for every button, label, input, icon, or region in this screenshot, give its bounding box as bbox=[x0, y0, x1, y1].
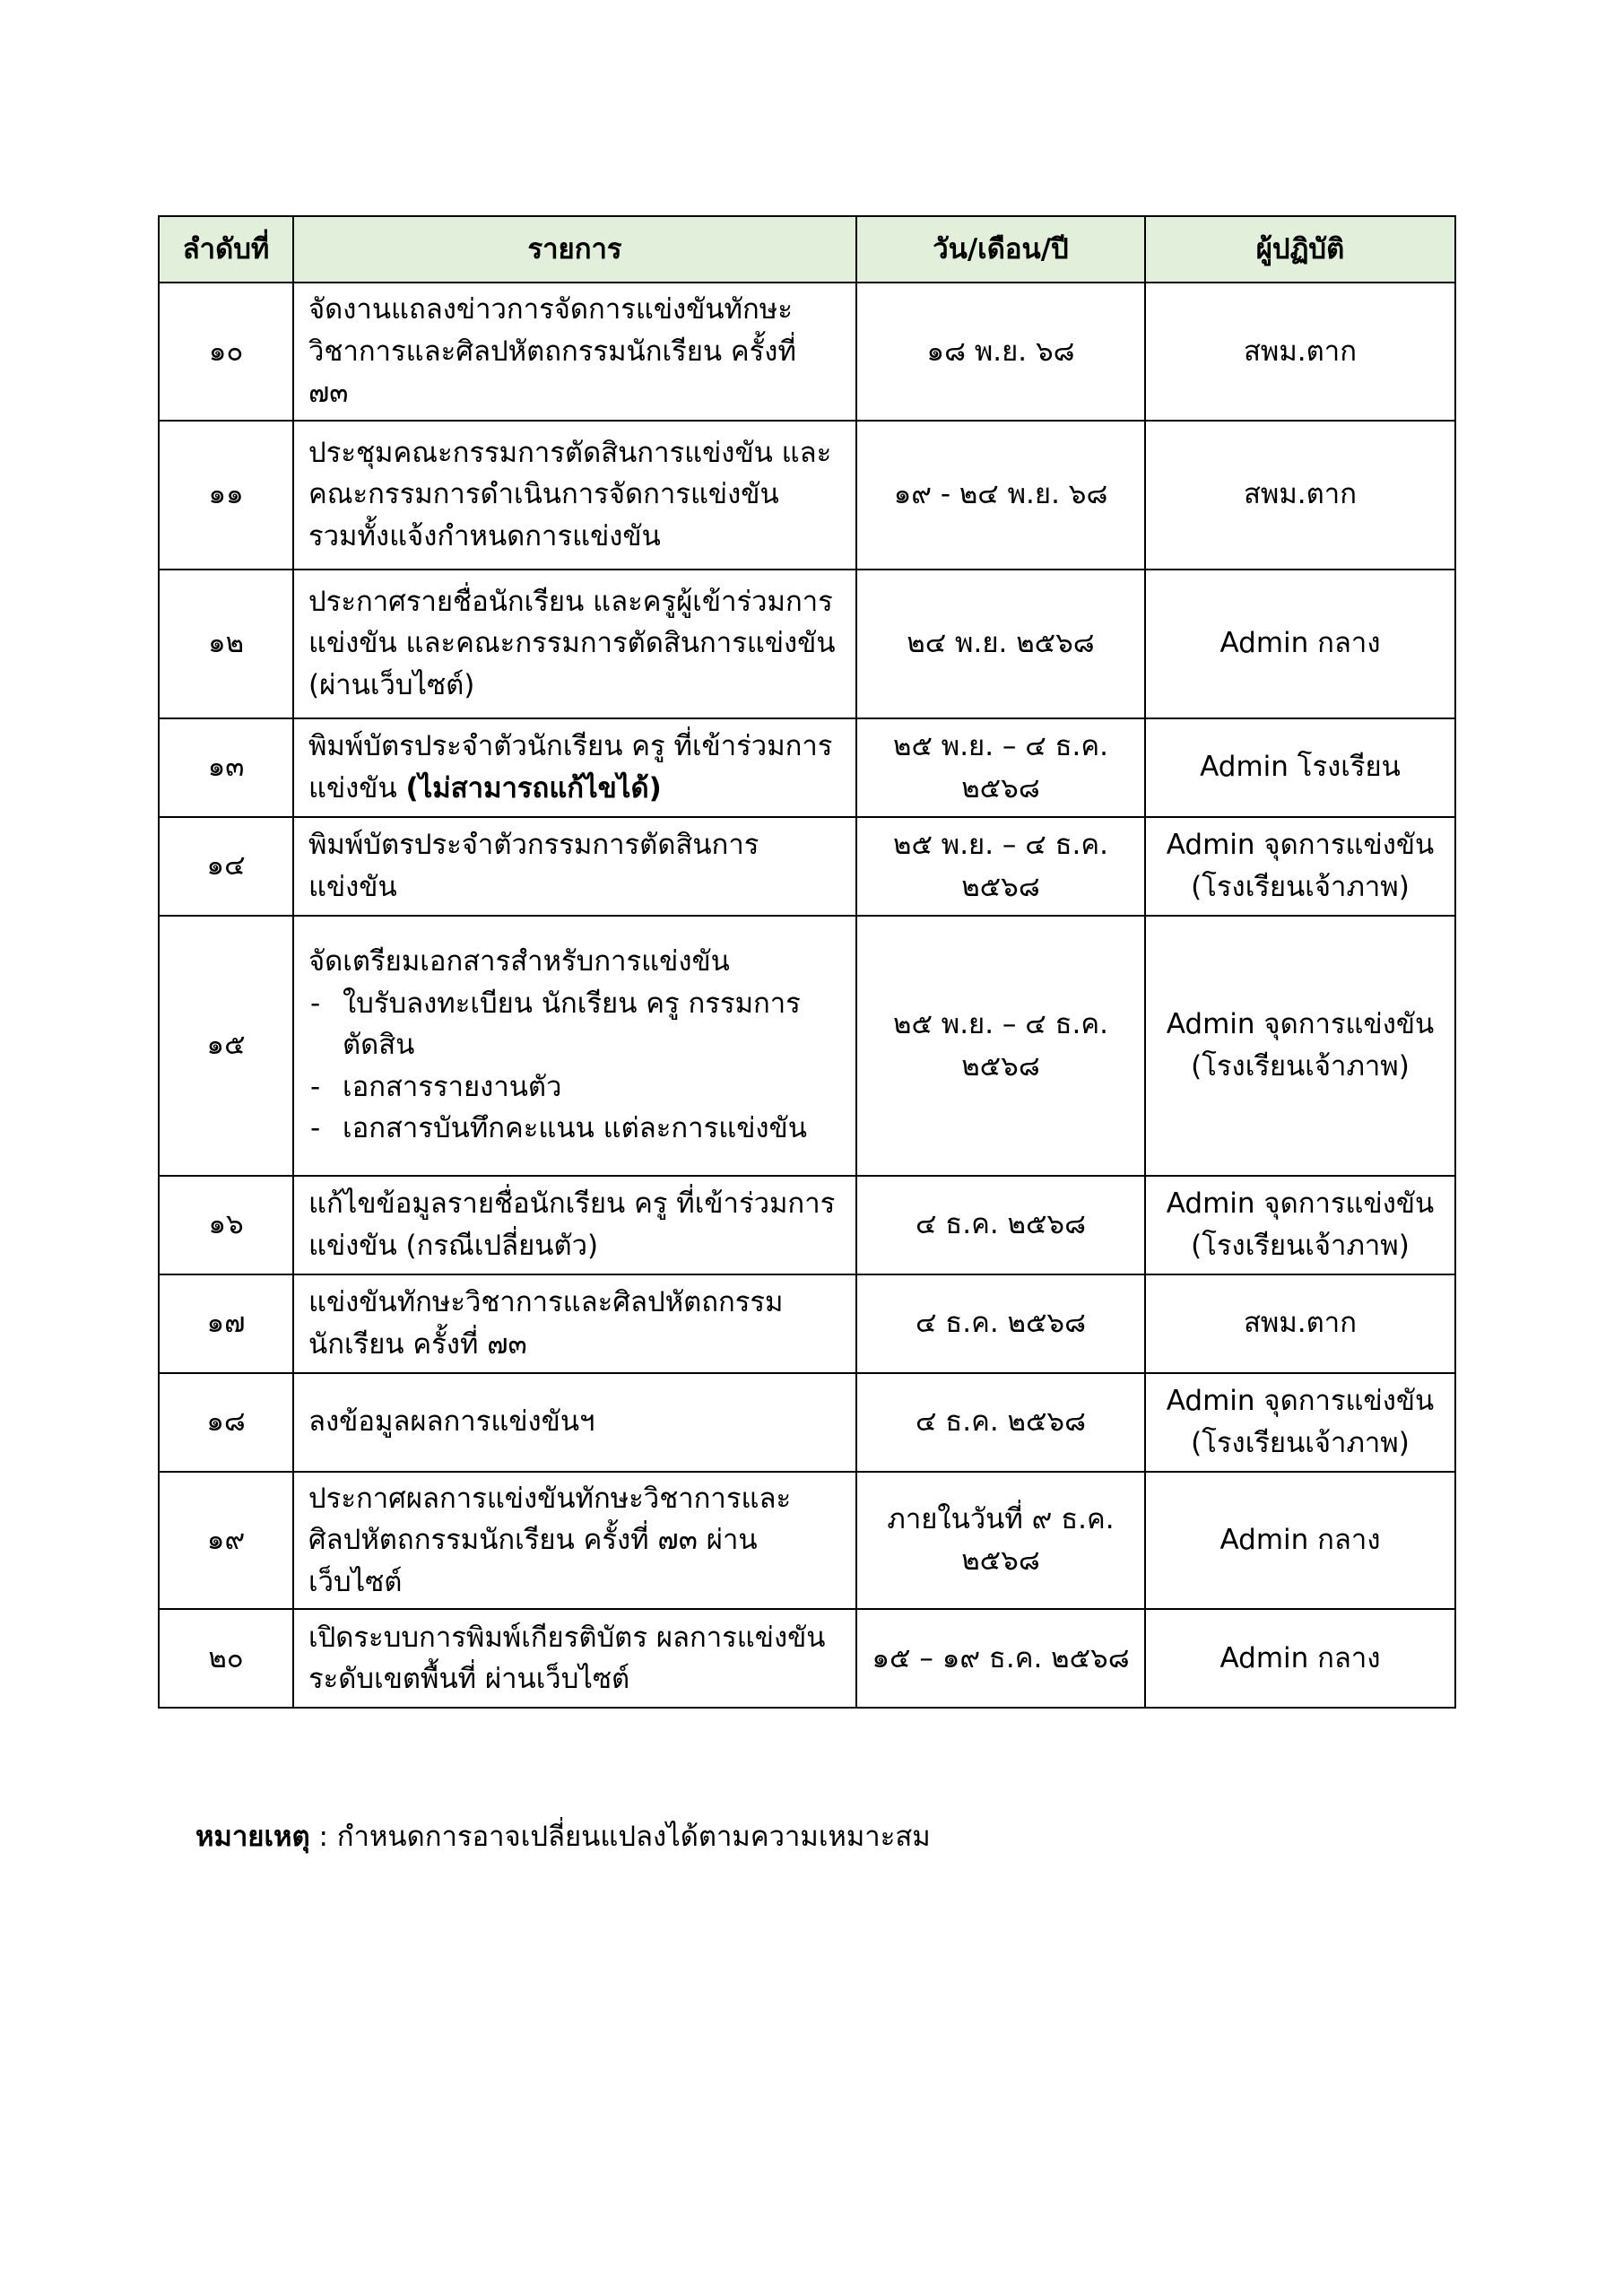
row-date bbox=[856, 1176, 1145, 1274]
date-line: ภายในวันที่ ๙ ธ.ค. bbox=[887, 1502, 1115, 1535]
item-line: พิมพ์บัตรประจำตัวนักเรียน ครู ที่เข้าร่วมการ bbox=[308, 730, 833, 762]
item-line: ประกาศรายชื่อนักเรียน และครูผู้เข้าร่วมการ bbox=[308, 585, 833, 618]
row-date bbox=[856, 283, 1145, 421]
header-date: วัน/เดือน/ปี bbox=[856, 216, 1145, 283]
table-row bbox=[159, 1274, 1455, 1373]
date-line: ๑๕ – ๑๙ ธ.ค. ๒๕๖๘ bbox=[872, 1641, 1130, 1674]
date-line: ๒๕ พ.ย. – ๔ ธ.ค. bbox=[893, 1008, 1108, 1040]
item-line: จัดเตรียมเอกสารสำหรับการแข่งขัน bbox=[308, 945, 730, 978]
row-item bbox=[293, 1176, 856, 1274]
item-line: ประชุมคณะกรรมการตัดสินการแข่งขัน และ bbox=[308, 436, 832, 469]
row-actor bbox=[1145, 817, 1455, 916]
row-actor bbox=[1145, 718, 1455, 817]
actor-line: Admin กลาง bbox=[1219, 1524, 1381, 1556]
actor-line: (โรงเรียนเจ้าภาพ) bbox=[1191, 870, 1410, 903]
item-line: เปิดระบบการพิมพ์เกียรติบัตร ผลการแข่งขัน bbox=[308, 1621, 826, 1654]
actor-line: Admin จุดการแข่งขัน bbox=[1166, 1187, 1435, 1220]
row-date bbox=[856, 570, 1145, 718]
date-line: ๑๙ - ๒๔ พ.ย. ๖๘ bbox=[893, 478, 1108, 511]
table-row bbox=[159, 1373, 1455, 1472]
row-date bbox=[856, 421, 1145, 570]
item-line: แข่งขัน (กรณีเปลี่ยนตัว) bbox=[308, 1229, 599, 1262]
schedule-table bbox=[158, 215, 1456, 1709]
row-item bbox=[293, 718, 856, 817]
row-number: ๑๓ bbox=[159, 718, 293, 817]
footnote-separator: : bbox=[309, 1821, 337, 1853]
table-row bbox=[159, 1176, 1455, 1274]
row-number: ๑๙ bbox=[159, 1472, 293, 1610]
row-number: ๑๘ bbox=[159, 1373, 293, 1472]
actor-line: (โรงเรียนเจ้าภาพ) bbox=[1191, 1049, 1410, 1083]
header-order: ลำดับที่ bbox=[159, 216, 293, 283]
row-actor bbox=[1145, 1274, 1455, 1373]
table-row bbox=[159, 283, 1455, 421]
row-number: ๑๐ bbox=[159, 283, 293, 421]
row-item bbox=[293, 570, 856, 718]
row-item bbox=[293, 1274, 856, 1373]
date-line: ๑๘ พ.ย. ๖๘ bbox=[926, 335, 1075, 368]
row-item bbox=[293, 421, 856, 570]
item-line: ประกาศผลการแข่งขันทักษะวิชาการและ bbox=[308, 1482, 792, 1515]
row-actor bbox=[1145, 570, 1455, 718]
actor-line: สพม.ตาก bbox=[1244, 1307, 1357, 1340]
item-bullet: - ใบรับลงทะเบียน นักเรียน ครู กรรมการ ตัดสิน bbox=[308, 983, 841, 1066]
row-item bbox=[293, 1609, 856, 1708]
actor-line: สพม.ตาก bbox=[1244, 478, 1357, 511]
date-line: ๒๕๖๘ bbox=[961, 1049, 1040, 1083]
row-item bbox=[293, 916, 856, 1176]
row-number: ๒๐ bbox=[159, 1609, 293, 1708]
actor-line: Admin จุดการแข่งขัน bbox=[1166, 1385, 1435, 1417]
row-date bbox=[856, 1373, 1145, 1472]
header-actor: ผู้ปฏิบัติ bbox=[1145, 216, 1455, 283]
row-item bbox=[293, 1472, 856, 1610]
row-number: ๑๑ bbox=[159, 421, 293, 570]
item-line: แข่งขันทักษะวิชาการและศิลปหัตถกรรม bbox=[308, 1286, 784, 1318]
row-actor bbox=[1145, 1472, 1455, 1610]
item-line: แข่งขัน และคณะกรรมการตัดสินการแข่งขัน bbox=[308, 627, 836, 660]
date-line: ๒๕๖๘ bbox=[961, 771, 1040, 804]
item-line: (ผ่านเว็บไซต์) bbox=[308, 668, 475, 701]
item-line: ศิลปหัตถกรรมนักเรียน ครั้งที่ ๗๓ ผ่านเว็บไซต์ bbox=[308, 1524, 758, 1598]
actor-line: (โรงเรียนเจ้าภาพ) bbox=[1191, 1426, 1410, 1459]
item-line: พิมพ์บัตรประจำตัวกรรมการตัดสินการแข่งขัน bbox=[308, 829, 759, 903]
actor-line: Admin โรงเรียน bbox=[1200, 751, 1401, 784]
row-date bbox=[856, 718, 1145, 817]
row-actor bbox=[1145, 916, 1455, 1176]
table-row bbox=[159, 817, 1455, 916]
row-number: ๑๔ bbox=[159, 817, 293, 916]
item-line: แก้ไขข้อมูลรายชื่อนักเรียน ครู ที่เข้าร่วมการ bbox=[308, 1187, 836, 1220]
item-bullet: - เอกสารบันทึกคะแนน แต่ละการแข่งขัน bbox=[308, 1108, 841, 1150]
item-text: แข่งขัน bbox=[308, 771, 406, 804]
row-date bbox=[856, 817, 1145, 916]
item-line: รวมทั้งแจ้งกำหนดการแข่งขัน bbox=[308, 519, 661, 552]
item-line: ลงข้อมูลผลการแข่งขันฯ bbox=[308, 1405, 595, 1439]
date-line: ๔ ธ.ค. ๒๕๖๘ bbox=[915, 1208, 1087, 1241]
item-line: จัดงานแถลงข่าวการจัดการแข่งขันทักษะ bbox=[308, 293, 793, 326]
row-item bbox=[293, 1373, 856, 1472]
row-actor bbox=[1145, 1373, 1455, 1472]
header-item: รายการ bbox=[293, 216, 856, 283]
row-date bbox=[856, 916, 1145, 1176]
item-line: วิชาการและศิลปหัตถกรรมนักเรียน ครั้งที่ ๗๓ bbox=[308, 335, 796, 409]
item-line: ระดับเขตพื้นที่ ผ่านเว็บไซต์ bbox=[308, 1663, 630, 1695]
table-row bbox=[159, 1609, 1455, 1708]
row-item bbox=[293, 283, 856, 421]
actor-line: Admin กลาง bbox=[1219, 627, 1381, 660]
item-bullet: - เอกสารรายงานตัว bbox=[308, 1066, 841, 1109]
row-actor bbox=[1145, 283, 1455, 421]
actor-line: Admin จุดการแข่งขัน bbox=[1166, 1008, 1435, 1040]
footnote-label: หมายเหตุ bbox=[195, 1821, 310, 1853]
row-date bbox=[856, 1274, 1145, 1373]
row-date bbox=[856, 1472, 1145, 1610]
item-line bbox=[308, 768, 841, 810]
footnote bbox=[195, 1813, 931, 1858]
table-row bbox=[159, 570, 1455, 718]
schedule-table-body bbox=[159, 283, 1455, 1708]
table-row bbox=[159, 916, 1455, 1176]
schedule-table-header bbox=[159, 216, 1455, 283]
actor-line: สพม.ตาก bbox=[1244, 335, 1357, 368]
row-date bbox=[856, 1609, 1145, 1708]
footnote-text: กำหนดการอาจเปลี่ยนแปลงได้ตามความเหมาะสม bbox=[336, 1821, 931, 1853]
item-emphasis: (ไม่สามารถแก้ไขได้) bbox=[405, 771, 662, 804]
row-actor bbox=[1145, 1609, 1455, 1708]
header-row bbox=[159, 216, 1455, 283]
row-number: ๑๖ bbox=[159, 1176, 293, 1274]
date-line: ๒๔ พ.ย. ๒๕๖๘ bbox=[907, 627, 1095, 660]
row-number: ๑๒ bbox=[159, 570, 293, 718]
item-bullet-list bbox=[308, 983, 841, 1150]
row-number: ๑๗ bbox=[159, 1274, 293, 1373]
actor-line: Admin จุดการแข่งขัน bbox=[1166, 829, 1435, 861]
date-line: ๔ ธ.ค. ๒๕๖๘ bbox=[915, 1307, 1087, 1340]
date-line: ๒๕ พ.ย. – ๔ ธ.ค. bbox=[893, 829, 1108, 861]
date-line: ๒๕๖๘ bbox=[961, 1544, 1040, 1578]
row-actor bbox=[1145, 421, 1455, 570]
row-actor bbox=[1145, 1176, 1455, 1274]
table-row bbox=[159, 421, 1455, 570]
table-row bbox=[159, 1472, 1455, 1610]
actor-line: (โรงเรียนเจ้าภาพ) bbox=[1191, 1229, 1410, 1262]
actor-line: Admin กลาง bbox=[1219, 1641, 1381, 1674]
row-item bbox=[293, 817, 856, 916]
item-line: นักเรียน ครั้งที่ ๗๓ bbox=[308, 1327, 527, 1361]
row-number: ๑๕ bbox=[159, 916, 293, 1176]
item-line: คณะกรรมการดำเนินการจัดการแข่งขัน bbox=[308, 478, 779, 511]
date-line: ๒๕ พ.ย. – ๔ ธ.ค. bbox=[893, 730, 1108, 762]
date-line: ๔ ธ.ค. ๒๕๖๘ bbox=[915, 1405, 1087, 1439]
table-row bbox=[159, 718, 1455, 817]
date-line: ๒๕๖๘ bbox=[961, 870, 1040, 903]
